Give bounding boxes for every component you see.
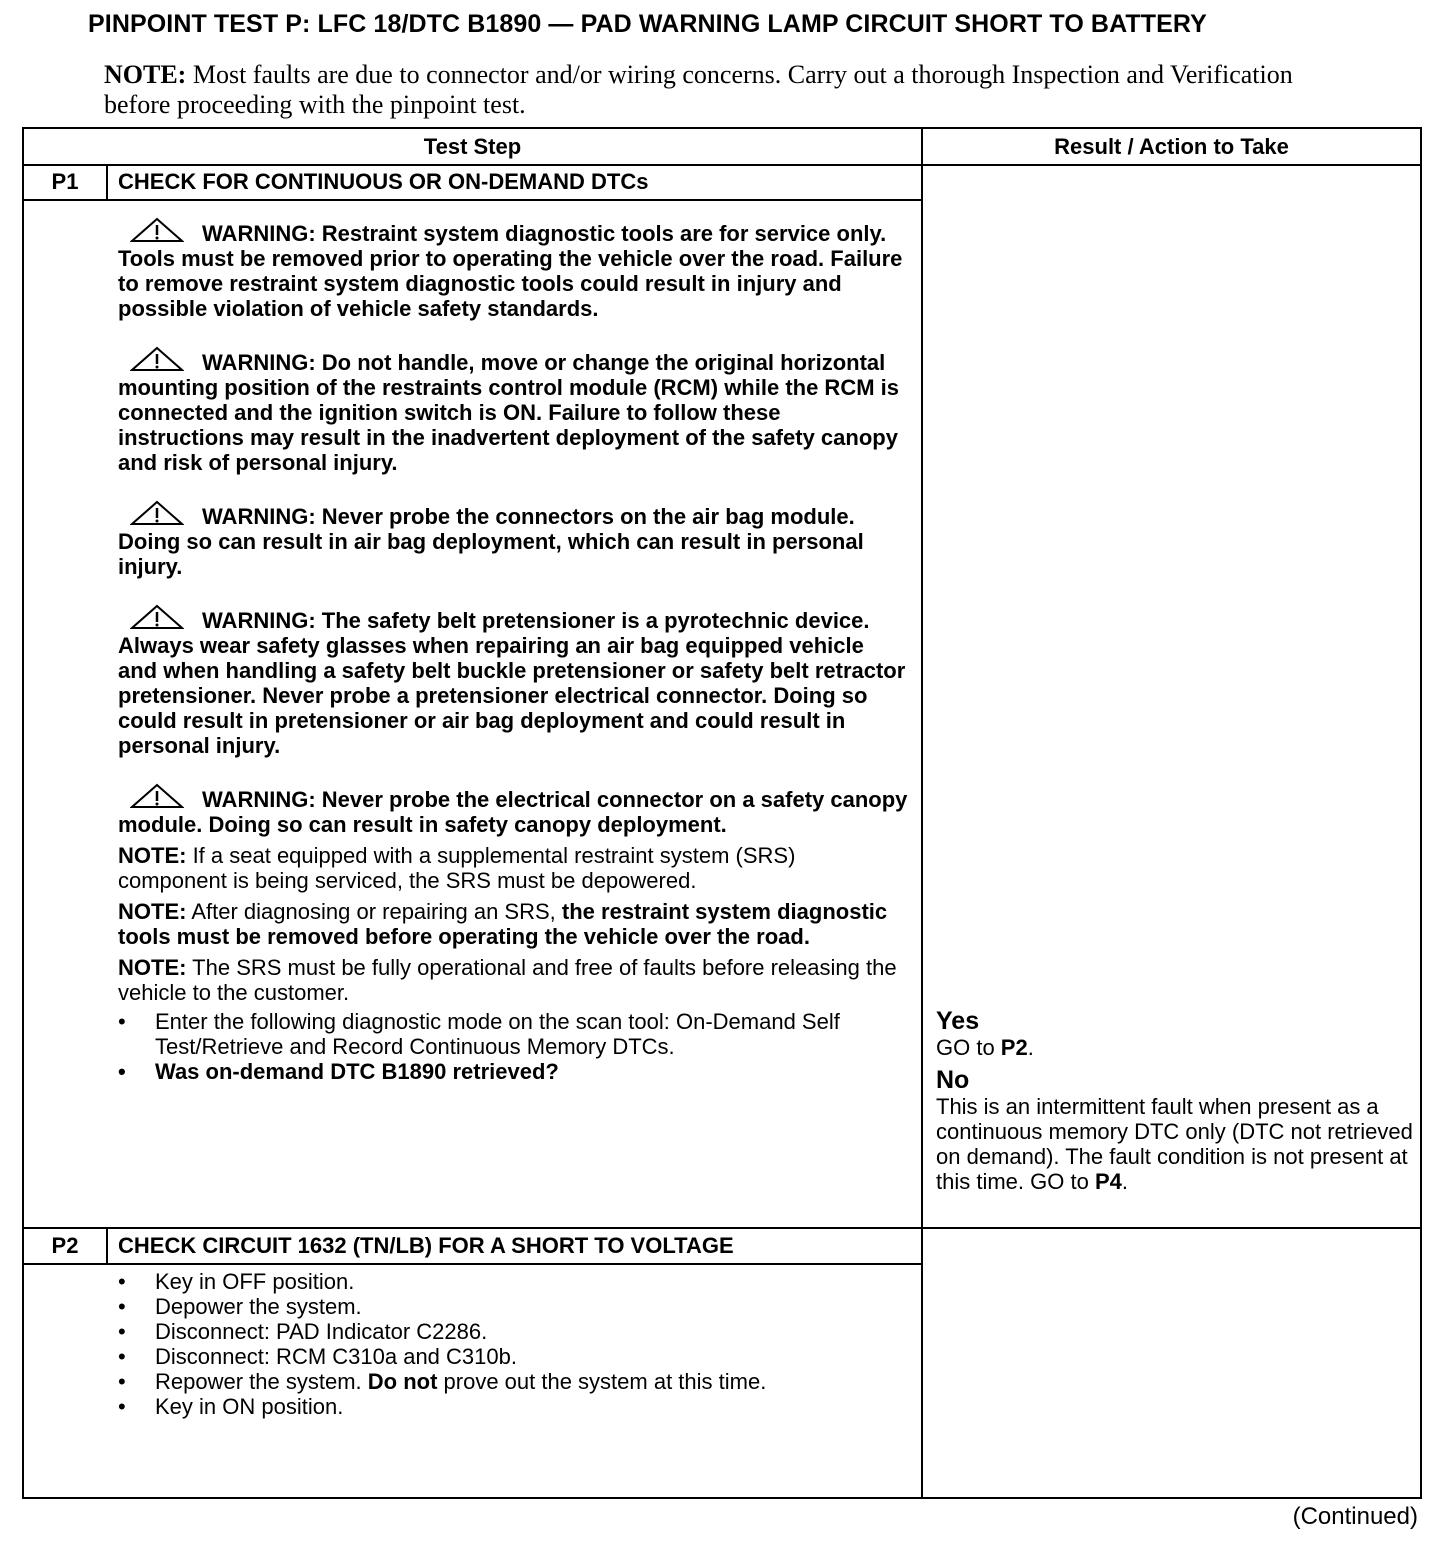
note-label: NOTE:	[104, 60, 187, 89]
column-divider	[921, 129, 923, 1497]
warning-2: WARNING: Do not handle, move or change the original horizontal mounting position of the restraints control module (RCM) while the RCM is connected and the ignition switch is ON. Failure to follow these instructions may result in the inadvertent deployment of the safety canopy and risk of personal injury.	[118, 346, 908, 475]
warning-3: WARNING: Never probe the connectors on the air bag module. Doing so can result in air bag deployment, which can result in personal injury.	[118, 500, 908, 579]
list-item: • Was on-demand DTC B1890 retrieved?	[118, 1059, 908, 1084]
list-item: • Depower the system.	[118, 1294, 908, 1319]
step-title-p2: CHECK CIRCUIT 1632 (TN/LB) FOR A SHORT TO VOLTAGE	[118, 1233, 734, 1258]
warning-triangle-icon	[130, 783, 184, 809]
p2-steps	[118, 1269, 908, 1419]
page-title: PINPOINT TEST P: LFC 18/DTC B1890 — PAD WARNING LAMP CIRCUIT SHORT TO BATTERY	[88, 10, 1207, 38]
list-item: • Key in OFF position.	[118, 1269, 908, 1294]
header-test-step: Test Step	[423, 134, 522, 159]
list-item: • Disconnect: RCM C310a and C310b.	[118, 1344, 908, 1369]
continued-label: (Continued)	[1292, 1503, 1418, 1530]
warning-triangle-icon	[130, 217, 184, 243]
result-no-label: No	[936, 1066, 970, 1094]
note-text: Most faults are due to connector and/or wiring concerns. Carry out a thorough Inspection and Verification before proceeding with the pinpoint test.	[104, 60, 1293, 119]
p1-steps	[118, 1009, 908, 1084]
list-item: • Key in ON position.	[118, 1394, 908, 1419]
note-2: NOTE: After diagnosing or repairing an SRS, the restraint system diagnostic tools must be removed before operating the vehicle over the road.	[118, 899, 888, 949]
p2-id-divider	[106, 1229, 108, 1264]
p1-title-divider	[24, 199, 921, 201]
warning-triangle-icon	[130, 346, 184, 372]
pinpoint-table	[22, 127, 1422, 1499]
note-1: NOTE: If a seat equipped with a supplemental restraint system (SRS) component is being serviced, the SRS must be depowered.	[118, 843, 796, 893]
warning-triangle-icon	[130, 604, 184, 630]
step-id-p1: P1	[51, 169, 79, 194]
list-item: • Enter the following diagnostic mode on the scan tool: On-Demand Self Test/Retrieve and Record Continuous Memory DTCs.	[118, 1009, 908, 1059]
p2-body	[118, 1269, 908, 1419]
warning-1: WARNING: Restraint system diagnostic tools are for service only. Tools must be removed prior to operating the vehicle over the road. Failure to remove restraint system diagnostic tools could result in injury and possible violation of vehicle safety standards.	[118, 217, 908, 321]
step-title-p1: CHECK FOR CONTINUOUS OR ON-DEMAND DTCs	[118, 169, 649, 194]
list-item: • Disconnect: PAD Indicator C2286.	[118, 1319, 908, 1344]
p1-body	[118, 217, 908, 1084]
warning-5: WARNING: Never probe the electrical connector on a safety canopy module. Doing so can result in safety canopy deployment.	[118, 783, 908, 837]
result-yes-label: Yes	[936, 1007, 980, 1035]
list-item: • Repower the system. Do not prove out the system at this time.	[118, 1369, 908, 1394]
result-no-action: This is an intermittent fault when present as a continuous memory DTC only (DTC not retrieved on demand). The fault condition is not present at this time. GO to P4.	[936, 1094, 1413, 1194]
result-yes-action: GO to P2.	[936, 1035, 1034, 1060]
header-result: Result / Action to Take	[1054, 134, 1289, 159]
intro-note	[104, 60, 1304, 120]
note-3: NOTE: The SRS must be fully operational and free of faults before releasing the vehicle to the customer.	[118, 955, 897, 1005]
step-id-p2: P2	[51, 1233, 79, 1258]
p2-title-divider	[24, 1263, 921, 1265]
p1-id-divider	[106, 165, 108, 200]
p1-result	[936, 1007, 1426, 1194]
warning-4: WARNING: The safety belt pretensioner is a pyrotechnic device. Always wear safety glasses when repairing an air bag equipped vehicle and when handling a safety belt buckle pretensioner or safety belt retractor pretensioner. Never probe a pretensioner electrical connector. Doing so could result in pretensioner or air bag deployment and could result in personal injury.	[118, 604, 908, 758]
warning-triangle-icon	[130, 500, 184, 526]
